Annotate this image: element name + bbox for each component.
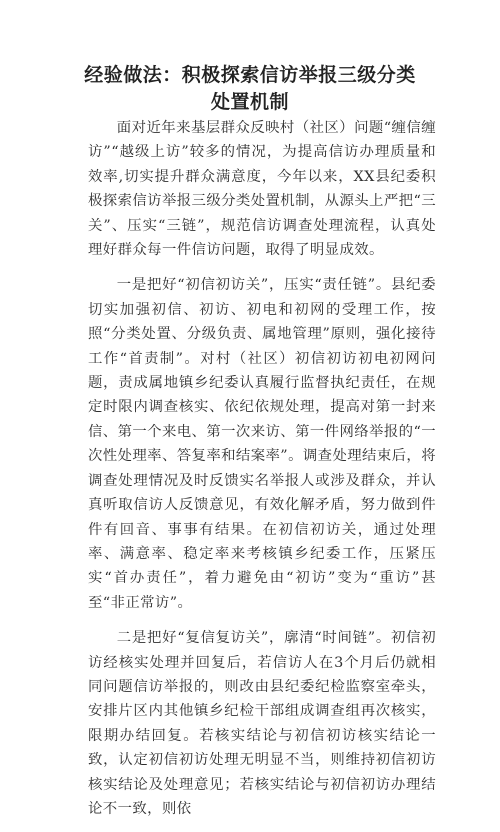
paragraph-second-measure: 二是把好“复信复访关”，廓清“时间链”。初信初访经核实处理并回复后，若信访人在3个月后仍就相同问题信访举报的，则改由县纪委纪检监察室牵头，安排片区内其他镇乡纪检干部组成调查组再次核实，限期办结回复。若核实结论与初信初访核实结论一致，认定初信初访处理无明显不当，则维持初信初访核实结论及处理意见；若核实结论与初信初访办理结论不一致，则依	[88, 630, 436, 817]
paragraph-first-measure: 一是把好“初信初访关”，压实“责任链”。县纪委切实加强初信、初访、初电和初网的受理工作，按照“分类处置、分级负责、属地管理”原则，强化接待工作“首责制”。对村（社区）初信初访初电初网问题，责成属地镇乡纪委认真履行监督执纪责任，在规定时限内调查核实、依纪依规处理，提高对第一封来信、第一个来电、第一次来访、第一件网络举报的“一次性处理率、答复率和结案率”。调查处理结束后，将调查处理情况及时反馈实名举报人或涉及群众，并认真听取信访人反馈意见，有效化解矛盾，努力做到件件有回音、事事有结果。在初信初访关，通过处理率、满意率、稳定率来考核镇乡纪委工作，压紧压实“首办责任”，着力避免由“初访”变为“重访”甚至“非正常访”。	[88, 277, 436, 611]
document-body	[88, 116, 436, 832]
paragraph-intro: 面对近年来基层群众反映村（社区）问题“缠信缠访”“越级上访”较多的情况，为提高信访办理质量和效率,切实提升群众满意度，今年以来，XX县纪委积极探索信访举报三级分类处置机制，从源头上严把“三关”、压实“三链”，规范信访调查处理流程，认真处理好群众每一件信访问题，取得了明显成效。	[88, 120, 436, 259]
document-title: 经验做法：积极探索信访举报三级分类处置机制	[84, 64, 416, 113]
